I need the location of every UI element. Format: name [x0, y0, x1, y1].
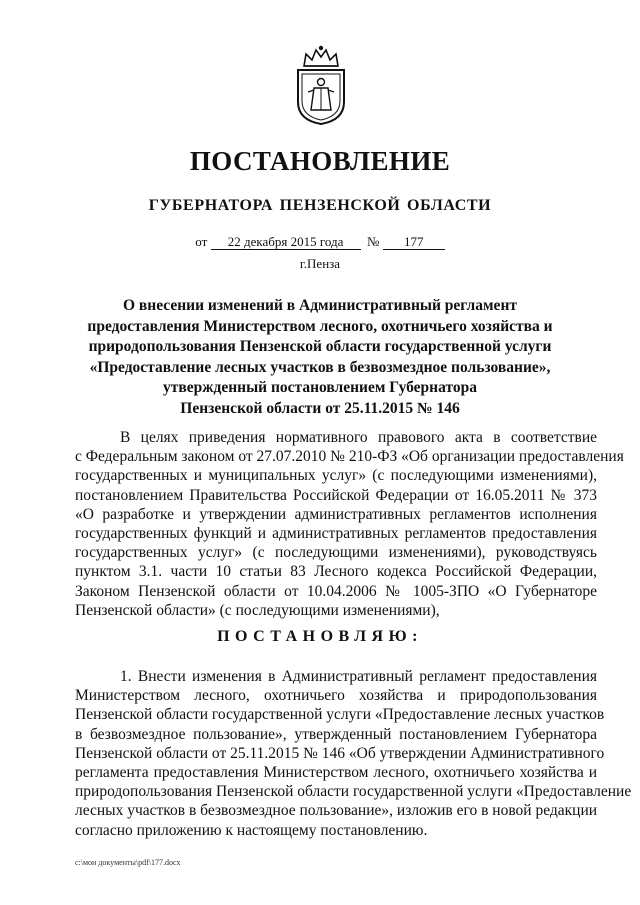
file-path-footer: c:\мои документы\pdf\177.docx	[75, 858, 181, 867]
paragraph-line: В целях приведения нормативного правового акта в соответствие	[120, 429, 597, 446]
paragraph-line: государственных функций и административных регламентов предоставления	[75, 525, 597, 543]
heading-line: предоставления Министерством лесного, охотничьего хозяйства и	[87, 317, 553, 335]
number-prefix: №	[367, 234, 380, 249]
preamble-paragraph	[75, 428, 624, 620]
paragraph-line: государственных и муниципальных услуг» (с последующими изменениями),	[75, 467, 597, 485]
paragraph-line: с Федеральным законом от 27.07.2010 № 210-ФЗ «Об организации предоставления	[75, 448, 624, 466]
document-title: ПОСТАНОВЛЕНИЕ	[189, 146, 451, 176]
paragraph-line: Пензенской области» (с последующими изменениями),	[75, 601, 440, 619]
paragraph-line: лесных участков в безвозмездное пользование», изложив его в новой редакции	[75, 802, 598, 820]
coat-of-arms-icon	[292, 44, 350, 126]
paragraph-line: Министерством лесного, охотничьего хозяйства и природопользования	[75, 687, 597, 705]
paragraph-line: пунктом 3.1. части 10 статьи 83 Лесного кодекса Российской Федерации,	[75, 563, 597, 581]
paragraph-line: «О разработке и утверждении административных регламентов исполнения	[75, 505, 597, 523]
heading-line: «Предоставление лесных участков в безвозмездное пользование»,	[89, 358, 551, 376]
paragraph-line: Пензенской области государственной услуги «Предоставление лесных участков	[75, 706, 605, 724]
paragraph-line: в безвозмездное пользование», утвержденный постановлением Губернатора	[75, 725, 597, 743]
heading-line: природопользования Пензенской области государственной услуги	[88, 338, 552, 355]
paragraph-line: государственных услуг» (с последующими изменениями), руководствуясь	[75, 544, 597, 562]
date-prefix: от	[195, 234, 208, 249]
document-subtitle: ГУБЕРНАТОРА ПЕНЗЕНСКОЙ ОБЛАСТИ	[148, 197, 492, 214]
heading-line: О внесении изменений в Административный регламент	[123, 297, 517, 314]
decree-paragraph-1	[75, 667, 632, 840]
document-date: 22 декабря 2015 года	[211, 235, 361, 250]
paragraph-line: природопользования Пензенской области государственной услуги «Предоставление	[75, 783, 632, 801]
paragraph-line: Пензенской области от 25.11.2015 № 146 «Об утверждении Административного	[75, 744, 605, 762]
document-city: г.Пенза	[299, 256, 341, 271]
document-heading	[70, 296, 570, 419]
date-number-line	[0, 234, 640, 250]
paragraph-line: 1. Внести изменения в Административный регламент предоставления	[120, 668, 597, 685]
decree-word: ПОСТАНОВЛЯЮ:	[217, 628, 423, 645]
paragraph-line: постановлением Правительства Российской Федерации от 16.05.2011 № 373	[75, 486, 597, 504]
paragraph-line: согласно приложению к настоящему постановлению.	[75, 821, 428, 839]
heading-line: Пензенской области от 25.11.2015 № 146	[180, 399, 460, 417]
paragraph-line: Законом Пензенской области от 10.04.2006 № 1005-ЗПО «О Губернаторе	[75, 582, 597, 600]
heading-line: утвержденный постановлением Губернатора	[163, 379, 477, 396]
document-number: 177	[383, 235, 445, 250]
paragraph-line: регламента предоставления Министерством лесного, охотничьего хозяйства и	[75, 764, 597, 782]
